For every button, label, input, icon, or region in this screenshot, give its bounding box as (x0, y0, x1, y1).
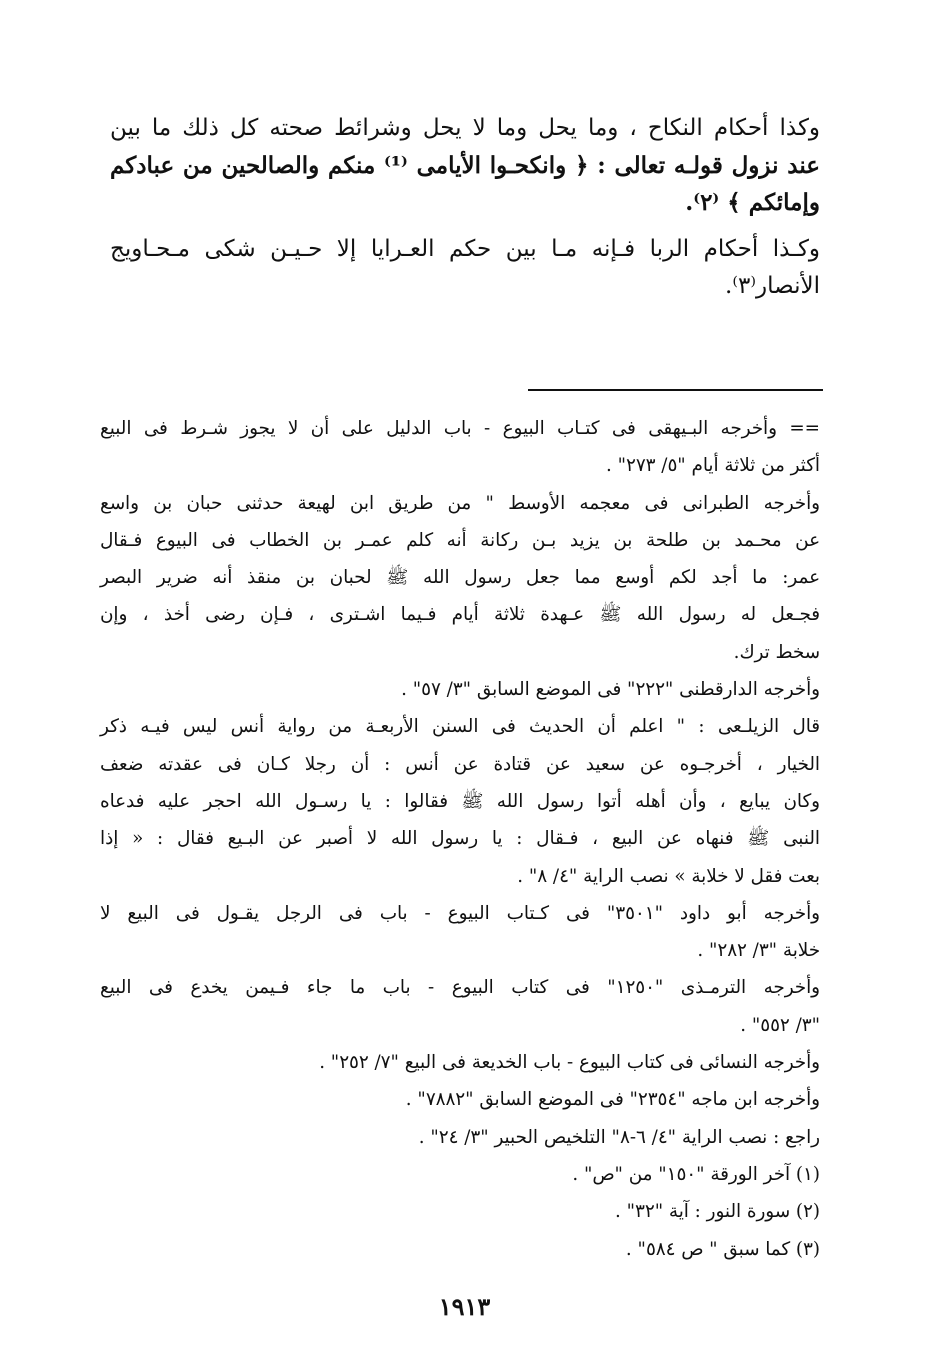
body-line: عند نزول قولـه تعالى : ﴿ وانكحـوا الأيامى ⁽¹⁾ منكم والصالحين من عبادكم (110, 152, 820, 179)
footnote-line: == وأخرجه البـيهقى فى كتـاب البيوع - باب الدليل على أن لا يجوز شـرط فى البيع (100, 418, 820, 439)
body-line: وكـذا أحكام الربا فـإنه مـا بين حكم العـرايا إلا حـيـن شكى مـحـاويج (110, 236, 820, 262)
footnote-line: راجع : نصب الراية "٤/ ٦-٨" التلخيص الحبير "٣/ ٢٤" . (418, 1126, 820, 1148)
footnote-line: فجـعل له رسول الله ﷺ عـهدة ثلاثة أيام فـيما اشـترى ، فـإن رضى أخذ ، وإن (100, 604, 820, 626)
footnote-line: سخط ترك. (733, 641, 820, 663)
footnote-line: وأخرجه الترمـذى "١٢٥٠" فى كتاب البيوع - باب ما جاء فـيمن يخدع فى البيع (100, 977, 821, 999)
page-number: ١٩١٣ (438, 1292, 491, 1321)
footnote-line: عمر: ما أجد لكم أوسع مما جعل رسول الله ﷺ لحبان بن منقذ أنه ضرير البصر (100, 567, 820, 589)
footnote-line: عن محـمد بن طلحة بن يزيد بـن ركانة أنه كلم عمـر بن الخطاب فى البيوع فـقال (100, 529, 820, 551)
footnote-note-3: (٣) كما سبق " ص ٥٨٤" . (625, 1238, 820, 1260)
footnotes (100, 410, 820, 1268)
footnote-line: وأخرجه أبو داود "٣٥٠١" فى كـتاب البيوع - باب فى الرجل يقـول فى البيع لا (100, 902, 820, 924)
footnote-line: الخيار ، أخرجـوه عن سعيد عن قتادة عن أنس : أن رجلا كـان فى عقدته ضعف (100, 753, 820, 775)
footnote-note-2: (٢) سورة النور : آية "٣٢" . (615, 1201, 820, 1223)
footnote-line: وأخرجه الطبرانى فى معجمه الأوسط " من طريق ابن لهيعة حدثنى حبان بن واسع (100, 492, 820, 514)
footnote-line: النبى ﷺ فنهاه عن البيع ، فـقال : يا رسول الله لا أصبر عن البـيع فقال : « إذا (100, 828, 820, 850)
footnote-line: خلابة "٣/ ٢٨٢" . (697, 940, 820, 962)
footnote-line: وأخرجه الدارقطنى "٢٢٢" فى الموضع السابق "٣/ ٥٧" . (401, 679, 820, 701)
main-text (110, 110, 820, 305)
footnote-line: بعت فقل لا خلابة » نصب الراية "٤/ ٨" . (517, 865, 820, 887)
body-line: وكذا أحكام النكاح ، وما يحل وما لا يحل وشرائط صحته كل ذلك ما بين (110, 115, 820, 141)
body-line: الأنصار⁽٣⁾. (725, 273, 820, 299)
footnote-note-1: (١) آخر الورقة "١٥٠" من "ص" . (572, 1163, 820, 1185)
footnote-line: وأخرجه ابن ماجه "٢٣٥٤" فى الموضع السابق "٧٨٨٢" . (405, 1089, 820, 1111)
footnote-line: أكثر من ثلاثة أيام "٥/ ٢٧٣" . (605, 455, 820, 477)
footnote-line: "٣/ ٥٥٢" . (740, 1014, 820, 1036)
body-line: وإمائكم ﴾ ⁽٢⁾. (685, 189, 820, 216)
footnote-separator (528, 389, 823, 391)
footnote-line: قال الزيلـعى : " اعلم أن الحديث فى السنن الأربعـة من رواية أنس ليس فيـه ذكر (100, 716, 820, 738)
footnote-line: وكان يبايع ، وأن أهله أتوا رسول الله ﷺ فقالوا : يا رسـول الله احجر عليه فدعاه (100, 790, 820, 812)
footnote-line: وأخرجه النسائى فى كتاب البيوع - باب الخديعة فى البيع "٧/ ٢٥٢" . (319, 1052, 820, 1074)
